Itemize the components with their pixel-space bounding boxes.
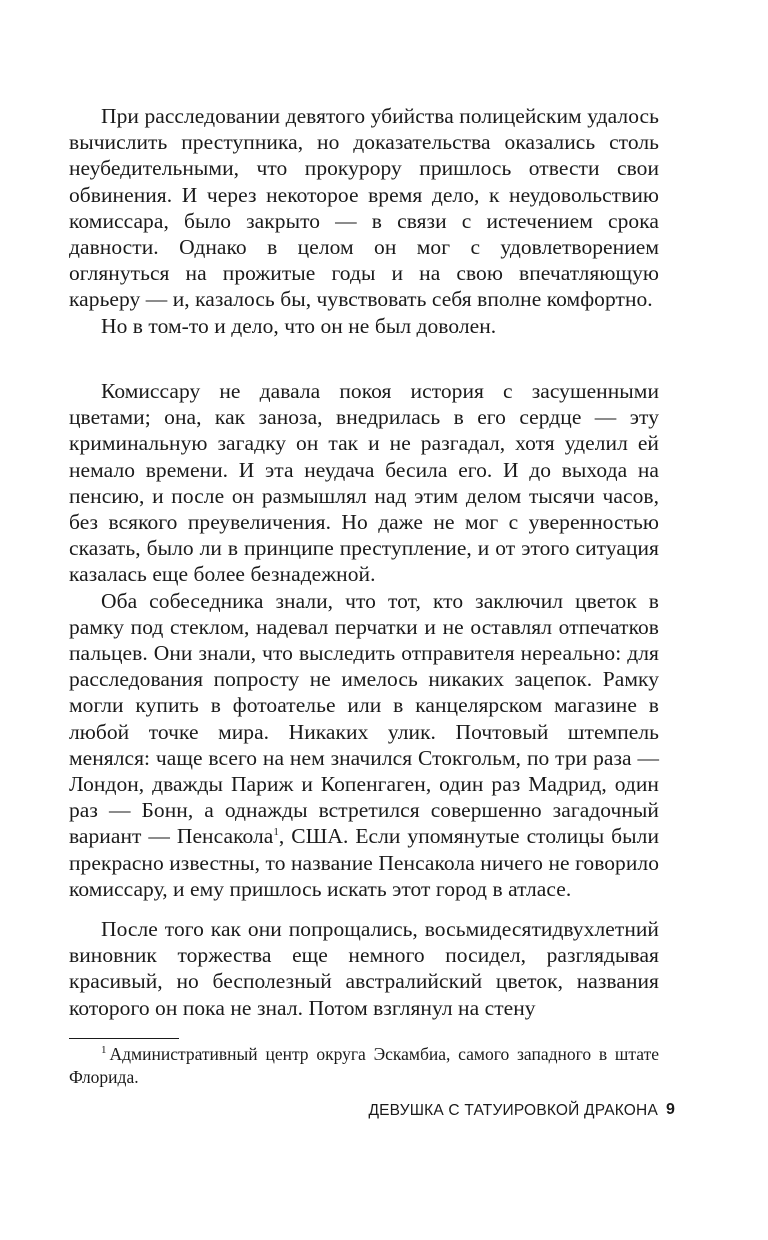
footnote	[69, 1043, 659, 1089]
paragraph-4-text-b: , США. Если упомянутые столицы были прекрасно известны, то название Пенсакола ничего не говорило комиссару, и ему пришлось искать этот город в атласе.	[69, 824, 659, 901]
paragraph-1: При расследовании девятого убийства полицейским удалось вычислить преступника, но доказательства оказались столь неубедительными, что прокурору пришлось отвести свои обвинения. И через некоторое время дело, к неудовольствию комиссара, было закрыто — в связи с истечением срока давности. Однако в целом он мог с удовлетворением оглянуться на прожитые годы и на свою впечатляющую карьеру — и, казалось бы, чувствовать себя вполне комфортно.	[69, 104, 659, 312]
paragraph-2: Но в том-то и дело, что он не был доволен.	[101, 313, 497, 338]
paragraph-group-2	[69, 378, 659, 902]
paragraph-4	[69, 588, 659, 902]
footnote-divider	[69, 1038, 179, 1039]
paragraph-4-text-a: Оба собеседника знали, что тот, кто заключил цветок в рамку под стеклом, надевал перчатки и не оставлял отпечатков пальцев. Они знали, что выследить отправителя нереально: для расследования попросту не имелось никаких зацепок. Рамку могли купить в фотоателье или в канцелярском магазине в любой точке мира. Никаких улик. Почтовый штемпель менялся: чаще всего на нем значился Стокгольм, по три раза — Лондон, дважды Париж и Копенгаген, один раз Мадрид, один раз — Бонн, а однажды встретился совершенно загадочный вариант — Пенсакола	[69, 588, 659, 849]
footnote-reference: 1	[273, 826, 279, 839]
paragraph-group-1	[69, 103, 659, 339]
footnote-number: 1	[101, 1044, 107, 1057]
page-number: 9	[666, 1101, 675, 1118]
running-title: ДЕВУШКА С ТАТУИРОВКОЙ ДРАКОНА	[368, 1102, 658, 1119]
footnote-text: Административный центр округа Эскамбиа, самого западного в штате Флорида.	[69, 1044, 659, 1087]
paragraph-3: Комиссару не давала покоя история с засушенными цветами; она, как заноза, внедрилась в его сердце — эту криминальную загадку он так и не разгадал, хотя уделил ей немало времени. И эта неудача бесила его. И до выхода на пенсию, и после он размышлял над этим делом тысячи часов, без всякого преувеличения. Но даже не мог с уверенностью сказать, было ли в принципе преступление, и от этого ситуация казалась еще более безнадежной.	[69, 379, 659, 587]
paragraph-5: После того как они попрощались, восьмидесятидвухлетний виновник торжества еще немного посидел, разглядывая красивый, но бесполезный австралийский цветок, названия которого он пока не знал. Потом взглянул на стену	[69, 917, 659, 1020]
paragraph-group-3	[69, 916, 659, 1021]
